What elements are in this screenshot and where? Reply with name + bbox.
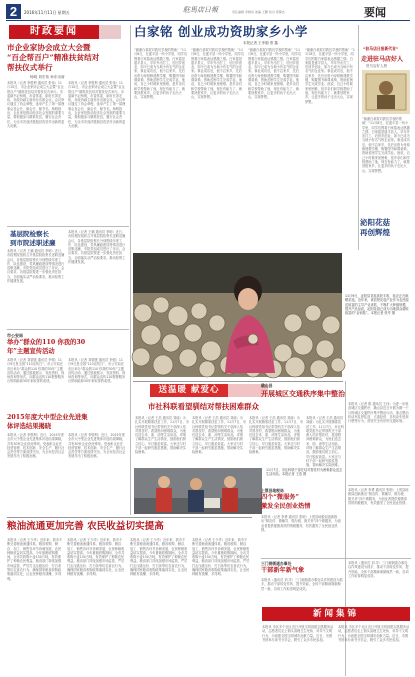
story1-subhead: 杨明 刘宏伟 孙东出席 xyxy=(30,75,65,79)
right-story1-kicker: 确山县 xyxy=(261,383,273,388)
bottom-body-col2: 本报讯（记者 王少华）近年来，我市不断完善粮油流通体系，粮食收购、储存、加工、销售各环节协调发展，农民种粮收益切实提高。今年夏粮收购期间，全市共收购小麦150万吨，有效保护了种粮农民利益。粮食部门持续加强市场监管，严厉打击压级压价、打白条等坑农害农行为，确保国家粮食收购政策落到实处，让农民种粮有钱赚、多得利。 xyxy=(67,538,125,577)
lead-body: “谢谢白叔叔对我们学校的帮助！”11月8日，在遂平县一所小学里，同学们围着白家铭表达感激之情。白家铭是遂平县人，早年外出打工，后回乡创业，如今已成为当地小有名气的企业家。事业成功后，他不忘家乡，先后出资为母校修建教学楼、购置图书和课桌椅，资助贫困学生完成学业。他说，自己小时候家里困难，是乡亲们和学校帮助了他，现在有能力了，就要回报家乡，让更多的孩子走出大山，实现梦想。 xyxy=(134,48,188,100)
page-number: 2 xyxy=(6,4,21,19)
masthead-rule xyxy=(6,20,410,21)
banner-body-col4: 本报讯（记者 王浩 通讯员 刘丽）为扎实开展精准扶贫工作，11月7日，市社科联党组书记带领机关干部深入结对帮扶村，看望慰问困难群众，为他们送去米、面、油等生活用品，详细了解群众生产生活情况，鼓励他们树立信心，早日脱贫致富。大家还与村干部一起研究脱贫措施，帮助解决实际困难。 xyxy=(306,416,344,468)
banner-title: 送温暖 献爱心 xyxy=(150,384,228,397)
banner-body-col2: 本报讯（记者 王浩 通讯员 刘丽）为扎实开展精准扶贫工作，11月7日，市社科联党组书记带领机关干部深入结对帮扶村，看望慰问困难群众，为他们送去米、面、油等生活用品，详细了解群众生产生活情况，鼓励他们树立信心，早日脱贫致富。大家还与村干部一起研究脱贫措施，帮助解决实际困难。 xyxy=(192,416,246,455)
divider xyxy=(261,558,411,559)
section-label-shizheng: 时政要闻 xyxy=(9,25,99,39)
volunteer-illustration xyxy=(134,468,262,514)
right-story3-body: 本报讯（通讯员 刘 洋）三门闸街道办事处以作风建设为抓手，推动干部转变作风、提升效能，全体干部精神面貌焕然一新，各项工作取得明显成效。 xyxy=(261,578,343,591)
photo-caption: 11月9日，泌阳县花菇喜获丰收，菇农正在晾晒花菇。近年来，该县把花菇产业作为农民脱贫致富的主导产业来抓，不断扩大种植规模，提升产品品质，泌阳花菇已成为当地群众增收致富的“金钥匙”。本报记者 张华 摄 xyxy=(345,294,409,316)
divider xyxy=(133,381,343,382)
right-story2-body: 本报讯（记者 李勇 通讯员 张明）上蔡县地税局创新推出“微宣传、微辅导、微办税、微关怀”四个微服务，为创业者提供便捷高效的纳税服务，有效激发了全民创业热情。 xyxy=(261,515,341,532)
lead-body-col2: “谢谢白叔叔对我们学校的帮助！”11月8日，在遂平县一所小学里，同学们围着白家铭表达感激之情。白家铭是遂平县人，早年外出打工，后回乡创业，如今已成为当地小有名气的企业家。事业成功后，他不忘家乡，先后出资为母校修建教学楼、购置图书和课桌椅，资助贫困学生完成学业。他说，自己小时候家里困难，是乡亲们和学校帮助了他，现在有能力了，就要回报家乡，让更多的孩子走出大山，实现梦想。 xyxy=(191,48,245,100)
lead-body-col4: “谢谢白叔叔对我们学校的帮助！”11月8日，在遂平县一所小学里，同学们围着白家铭表达感激之情。白家铭是遂平县人，早年外出打工，后回乡创业，如今已成为当地小有名气的企业家。事业成功后，他不忘家乡，先后出资为母校修建教学楼、购置图书和课桌椅，资助贫困学生完成学业。他说，自己小时候家里困难，是乡亲们和学校帮助了他，现在有能力了，就要回报家乡，让更多的孩子走出大山，实现梦想。 xyxy=(305,48,355,104)
story4-body-col2: 本报讯（记者 李胜利）近日，2015年度全市大中型企业先进集体评选结果揭晓，共有30家企业获此殊荣。受表彰企业在经营管理、技术创新、安全生产、履行社会责任等方面成绩突出，为全市经济社会发展作出了积极贡献。 xyxy=(68,433,126,459)
story1-body-col2: 本报讯（记者 李胜利 通讯员 张伟）11月10日，市企业家协会成立大会暨“百企帮百户”精准扶贫结对帮扶仪式举行。市委副书记杨明，市委常委、副市长刘宏伟，市政协副主席孙东出席会议。会议审议通过了协会章程，选举产生了第一届理事会及会长、副会长、秘书长。杨明指出，企业家是推动经济社会发展的重要力量，要积极参与精准扶贫，履行社会责任，为全市决战决胜脱贫攻坚作出新的更大贡献。 xyxy=(68,81,126,128)
section-label-shizheng-stripe xyxy=(99,25,121,39)
ad-sub: 驻马店好人榜 xyxy=(366,64,387,68)
portrait-illustration xyxy=(362,70,410,114)
bottom-body-col3: 本报讯（记者 王少华）近年来，我市不断完善粮油流通体系，粮食收购、储存、加工、销售各环节协调发展，农民种粮收益切实提高。今年夏粮收购期间，全市共收购小麦150万吨，有效保护了种粮农民利益。粮食部门持续加强市场监管，严厉打击压级压价、打白条等坑农害农行为，确保国家粮食收购政策落到实处，让农民种粮有钱赚、多得利。 xyxy=(130,538,188,577)
divider xyxy=(7,226,129,227)
right-story3-headline: 干部新年新气象 xyxy=(261,567,305,574)
lead-headline: 白家铭 创业成功资助家乡小学 xyxy=(134,24,308,39)
volunteer-photo xyxy=(134,468,262,514)
ad-photo xyxy=(362,70,410,114)
story2-headline: 基层院检察长 到市院述职述廉 xyxy=(10,230,56,247)
right-story1-body: 本报讯（记者 陈 通讯员 王伟）为进一步规范城区交通秩序，确山县近日开展为期一个月的城区交通秩序集中整治行动，重点整治机动车乱停乱放、占道经营、非机动车违规行驶等行为，营造安全有序的交通环境。 xyxy=(348,402,409,424)
news-collection-body-col2: 本报讯 市区多个社区近日开展文明创建志愿服务活动，志愿者们走上街头清理卫生死角、劝导不文明行为，为创建全国文明城市贡献力量。近日，市图书馆举办读书分享会，吸引了众多市民参加。 xyxy=(338,625,410,642)
bottom-body-col4: 本报讯（记者 王少华）近年来，我市不断完善粮油流通体系，粮食收购、储存、加工、销售各环节协调发展，农民种粮收益切实提高。今年夏粮收购期间，全市共收购小麦150万吨，有效保护了种粮农民利益。粮食部门持续加强市场监管，严厉打击压级压价、打白条等坑农害农行为，确保国家粮食收购政策落到实处，让农民种粮有钱赚、多得利。 xyxy=(192,538,250,577)
story3-kicker: 市公安局 xyxy=(7,333,23,338)
right-story1-headline: 开展城区交通秩序集中整治 xyxy=(261,389,345,398)
banner-body-col3: 本报讯（记者 王浩 通讯员 刘丽）为扎实开展精准扶贫工作，11月7日，市社科联党组书记带领机关干部深入结对帮扶村，看望慰问困难群众，为他们送去米、面、油等生活用品，详细了解群众生产生活情况，鼓励他们树立信心，早日脱贫致富。大家还与村干部一起研究脱贫措施，帮助解决实际困难。 xyxy=(249,416,303,455)
banner-photo-caption: 11月7日，市社科联干部在结对帮扶村为困难群众送去生活用品。本报记者 王浩 摄 xyxy=(266,468,343,477)
column-rule xyxy=(130,25,131,515)
bottom-body: 本报讯（记者 王少华）近年来，我市不断完善粮油流通体系，粮食收购、储存、加工、销售各环节协调发展，农民种粮收益切实提高。今年夏粮收购期间，全市共收购小麦150万吨，有效保护了种粮农民利益。粮食部门持续加强市场监管，严厉打击压级压价、打白条等坑农害农行为，确保国家粮食收购政策落到实处，让农民种粮有钱赚、多得利。 xyxy=(7,538,63,581)
story2-body-col2: 本报讯（记者 王鹏 通讯员 李明）近日，市检察院组织召开基层院检察长述职述廉会议，各基层院检察长分别围绕年度工作、队伍建设、党风廉政建设等情况进行述职述廉，市院党组成员进行了评议。会议要求，各基层院要进一步强化责任担当，全面落实从严治检要求，推动检察工作健康发展。 xyxy=(68,230,126,265)
story2-body: 本报讯（记者 王鹏 通讯员 李明）近日，市检察院组织召开基层院检察长述职述廉会议，各基层院检察长分别围绕年度工作、队伍建设、党风廉政建设等情况进行述职述廉，市院党组成员进行了评议。会议要求，各基层院要进一步强化责任担当，全面落实从严治检要求，推动检察工作健康发展。 xyxy=(7,249,65,284)
lead-byline: 本报记者 王孝刚 郑 鑫 xyxy=(243,41,278,45)
banner-headline: 市社科联看望驯结对帮扶困难群众 xyxy=(148,402,259,411)
paper-name: 駐馬店日報 xyxy=(183,6,218,14)
ad-title: 走进驻马店好人 xyxy=(361,56,404,63)
divider xyxy=(7,517,252,518)
ad-body: “谢谢白叔叔对我们学校的帮助！”11月8日，在遂平县一所小学里，同学们围着白家铭表达感激之情。白家铭是遂平县人，早年外出打工，后回乡创业，如今已成为当地小有名气的企业家。事业成功后，他不忘家乡，先后出资为母校修建教学楼、购置图书和课桌椅，资助贫困学生完成学业。他说，自己小时候家里困难，是乡亲们和学校帮助了他，现在有能力了，就要回报家乡，让更多的孩子走出大山，实现梦想。 xyxy=(362,117,410,173)
story4-body: 本报讯（记者 李胜利）近日，2015年度全市大中型企业先进集体评选结果揭晓，共有30家企业获此殊荣。受表彰企业在经营管理、技术创新、安全生产、履行社会责任等方面成绩突出，为全市经济社会发展作出了积极贡献。 xyxy=(7,433,65,459)
divider xyxy=(7,329,129,330)
right-story2-body-col2: 本报讯（记者 李勇 通讯员 张明）上蔡县地税局创新推出“微宣传、微辅导、微办税、微关怀”四个微服务，为创业者提供便捷高效的纳税服务，有效激发了全民创业热情。 xyxy=(348,488,409,505)
bottom-headline: 粮油流通更加完善 农民收益切实提高 xyxy=(7,521,164,532)
story3-body-col2: 本报讯（记者 刘德建 通讯员 李强）11月9日是全国“110宣传日”，市公安局在市区举办“群众的110 你我的30年”主题宣传活动，通过展板展示、发放资料、现场咨询等形式，向群众宣传110报警服务台的职能和30年来取得的成绩。 xyxy=(68,358,126,384)
right-story2-kicker: 上蔡县地税局 xyxy=(261,488,284,493)
sidebar-heading: 泌阳花菇 再创辉煌 xyxy=(360,218,390,237)
mushroom-harvest-photo xyxy=(133,253,342,377)
right-story2-headline: 四个“微服务” 激发全民创业热情 xyxy=(261,494,311,510)
story4-headline: 2015年度大中型企业先进集 体评选结果揭晓 xyxy=(7,414,88,430)
right-story3-body-col2: 本报讯（通讯员 刘 洋）三门闸街道办事处以作风建设为抓手，推动干部转变作风、提升效能，全体干部精神面貌焕然一新，各项工作取得明显成效。 xyxy=(348,561,409,578)
story1-body: 本报讯（记者 李胜利 通讯员 张伟）11月10日，市企业家协会成立大会暨“百企帮百户”精准扶贫结对帮扶仪式举行。市委副书记杨明，市委常委、副市长刘宏伟，市政协副主席孙东出席会议。会议审议通过了协会章程，选举产生了第一届理事会及会长、副会长、秘书长。杨明指出，企业家是推动经济社会发展的重要力量，要积极参与精准扶贫，履行社会责任，为全市决战决胜脱贫攻坚作出新的更大贡献。 xyxy=(7,81,65,128)
lead-body-col3: “谢谢白叔叔对我们学校的帮助！”11月8日，在遂平县一所小学里，同学们围着白家铭表达感激之情。白家铭是遂平县人，早年外出打工，后回乡创业，如今已成为当地小有名气的企业家。事业成功后，他不忘家乡，先后出资为母校修建教学楼、购置图书和课桌椅，资助贫困学生完成学业。他说，自己小时候家里困难，是乡亲们和学校帮助了他，现在有能力了，就要回报家乡，让更多的孩子走出大山，实现梦想。 xyxy=(248,48,302,100)
story3-headline: 举办“群众的110 你我的30 年”主题宣传活动 xyxy=(7,339,86,355)
mushroom-harvest-illustration xyxy=(133,253,342,377)
banner-body: 本报讯（记者 王浩 通讯员 刘丽）为扎实开展精准扶贫工作，11月7日，市社科联党组书记带领机关干部深入结对帮扶村，看望慰问困难群众，为他们送去米、面、油等生活用品，详细了解群众生产生活情况，鼓励他们树立信心，早日脱贫致富。大家还与村干部一起研究脱贫措施，帮助解决实际困难。 xyxy=(135,416,189,455)
divider xyxy=(348,485,410,486)
ad-top-line: “驻马店日报新代言” xyxy=(363,46,399,51)
editor-line: 责任编辑 李晓凤 美编 王鹏 校对 蔡锡杰 xyxy=(232,10,285,14)
right-story3-kicker: 三门闸街道办事处 xyxy=(261,561,292,566)
news-collection-title: 新闻集锦 xyxy=(262,607,410,621)
date-line: 2016年11月11日 星期五 xyxy=(24,10,70,15)
section-title: 要闻 xyxy=(364,6,386,19)
story1-headline: 市企业家协会成立大会暨 “百企帮百户”精准扶贫结对 帮扶仪式举行 xyxy=(7,43,100,72)
column-rule xyxy=(358,25,359,250)
story3-body: 本报讯（记者 刘德建 通讯员 李强）11月9日是全国“110宣传日”，市公安局在市区举办“群众的110 你我的30年”主题宣传活动，通过展板展示、发放资料、现场咨询等形式，向群众宣传110报警服务台的职能和30年来取得的成绩。 xyxy=(7,358,65,384)
news-collection-body: 本报讯 市区多个社区近日开展文明创建志愿服务活动，志愿者们走上街头清理卫生死角、劝导不文明行为，为创建全国文明城市贡献力量。近日，市图书馆举办读书分享会，吸引了众多市民参加。 xyxy=(262,625,334,642)
